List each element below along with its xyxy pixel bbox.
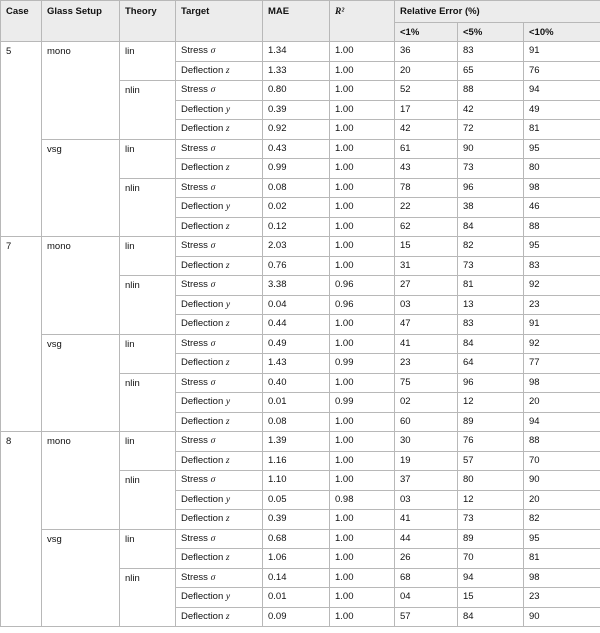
cell-r2: 1.00: [330, 568, 395, 588]
cell-lt5: 96: [458, 178, 524, 198]
table-row: [1, 529, 600, 549]
cell-lt5: 88: [458, 81, 524, 101]
cell-target: [176, 178, 263, 198]
cell-mae: 0.43: [263, 139, 330, 159]
cell-lt5: 84: [458, 607, 524, 627]
cell-lt10: 88: [524, 217, 600, 237]
cell-lt1: 30: [395, 432, 458, 452]
target-label: Stress: [181, 435, 208, 446]
target-label: Stress: [181, 181, 208, 193]
cell-lt10: 95: [524, 139, 600, 159]
cell-theory: nlin: [120, 568, 176, 627]
table-row: [1, 42, 600, 62]
cell-mae: 0.76: [263, 256, 330, 276]
cell-lt1: 03: [395, 490, 458, 510]
cell-mae: 0.08: [263, 412, 330, 432]
cell-r2: 1.00: [330, 217, 395, 237]
cell-lt10: 94: [524, 412, 600, 432]
cell-lt10: 90: [524, 471, 600, 491]
cell-target: [176, 139, 263, 159]
cell-theory: nlin: [120, 471, 176, 530]
header-lt5: <5%: [458, 23, 524, 42]
cell-lt5: 82: [458, 237, 524, 257]
cell-lt10: 95: [524, 529, 600, 549]
cell-lt5: 76: [458, 432, 524, 452]
cell-lt5: 89: [458, 529, 524, 549]
cell-target: [176, 373, 263, 393]
cell-lt10: 76: [524, 61, 600, 81]
header-glass-setup: Glass Setup: [42, 1, 120, 42]
cell-lt1: 15: [395, 237, 458, 257]
cell-mae: 1.16: [263, 451, 330, 471]
table-body: [1, 42, 600, 627]
cell-lt1: 52: [395, 81, 458, 101]
cell-lt5: 64: [458, 354, 524, 374]
cell-lt5: 89: [458, 412, 524, 432]
cell-lt5: 73: [458, 256, 524, 276]
target-label: Deflection: [181, 493, 224, 505]
header-row: [1, 1, 600, 23]
cell-lt1: 43: [395, 159, 458, 179]
cell-mae: 0.68: [263, 529, 330, 549]
cell-target: [176, 471, 263, 491]
cell-lt10: 23: [524, 588, 600, 608]
cell-lt5: 73: [458, 510, 524, 530]
cell-target: [176, 432, 263, 452]
target-symbol: y: [225, 299, 231, 310]
cell-glass-setup: mono: [42, 237, 120, 335]
cell-theory: lin: [120, 334, 176, 373]
cell-mae: 1.43: [263, 354, 330, 374]
target-symbol: z: [225, 319, 230, 329]
cell-target: [176, 159, 263, 179]
cell-theory: lin: [120, 432, 176, 471]
cell-lt1: 31: [395, 256, 458, 276]
target-symbol: z: [225, 553, 230, 563]
cell-lt1: 20: [395, 61, 458, 81]
cell-target: [176, 393, 263, 413]
target-symbol: z: [225, 163, 230, 173]
cell-target: [176, 412, 263, 432]
target-label: Deflection: [181, 591, 224, 602]
target-symbol: y: [225, 202, 231, 212]
cell-case: 7: [1, 237, 42, 432]
cell-lt10: 92: [524, 276, 600, 296]
cell-mae: 0.08: [263, 178, 330, 198]
cell-r2: 1.00: [330, 607, 395, 627]
cell-lt10: 83: [524, 256, 600, 276]
cell-theory: lin: [120, 42, 176, 81]
target-label: Deflection: [181, 318, 224, 329]
cell-lt5: 94: [458, 568, 524, 588]
cell-target: [176, 237, 263, 257]
target-symbol: σ: [210, 143, 216, 154]
cell-mae: 0.80: [263, 81, 330, 101]
target-label: Stress: [181, 532, 208, 544]
cell-lt1: 36: [395, 42, 458, 62]
target-symbol: σ: [210, 182, 216, 193]
cell-lt10: 82: [524, 510, 600, 530]
cell-lt1: 78: [395, 178, 458, 198]
cell-r2: 1.00: [330, 198, 395, 218]
target-label: Deflection: [181, 123, 224, 134]
cell-mae: 0.92: [263, 120, 330, 140]
cell-theory: lin: [120, 529, 176, 568]
cell-target: [176, 217, 263, 237]
cell-lt1: 42: [395, 120, 458, 140]
cell-mae: 0.40: [263, 373, 330, 393]
target-label: Deflection: [181, 415, 224, 427]
cell-lt10: 81: [524, 120, 600, 140]
cell-mae: 0.05: [263, 490, 330, 510]
cell-case: 8: [1, 432, 42, 627]
cell-lt1: 41: [395, 510, 458, 530]
table-row: [1, 334, 600, 354]
cell-lt10: 46: [524, 198, 600, 218]
target-symbol: y: [225, 494, 231, 505]
cell-lt10: 98: [524, 568, 600, 588]
cell-r2: 1.00: [330, 120, 395, 140]
cell-r2: 1.00: [330, 412, 395, 432]
target-symbol: z: [225, 514, 230, 524]
cell-target: [176, 295, 263, 315]
cell-target: [176, 256, 263, 276]
target-label: Deflection: [181, 201, 224, 212]
target-symbol: z: [225, 416, 230, 427]
cell-lt5: 70: [458, 549, 524, 569]
cell-mae: 0.44: [263, 315, 330, 335]
target-symbol: y: [225, 397, 231, 407]
target-symbol: y: [225, 104, 231, 115]
target-label: Stress: [181, 571, 208, 583]
cell-target: [176, 81, 263, 101]
target-label: Stress: [181, 240, 208, 251]
cell-mae: 2.03: [263, 237, 330, 257]
cell-target: [176, 100, 263, 120]
cell-target: [176, 198, 263, 218]
cell-mae: 0.39: [263, 100, 330, 120]
cell-lt5: 83: [458, 315, 524, 335]
cell-theory: nlin: [120, 81, 176, 140]
target-label: Deflection: [181, 513, 224, 524]
table-row: [1, 432, 600, 452]
header-theory: Theory: [120, 1, 176, 42]
header-r2: R²: [330, 1, 395, 42]
cell-lt5: 38: [458, 198, 524, 218]
cell-theory: lin: [120, 237, 176, 276]
target-label: Stress: [181, 337, 208, 349]
target-symbol: z: [225, 260, 230, 271]
cell-mae: 1.10: [263, 471, 330, 491]
target-label: Stress: [181, 142, 208, 154]
target-label: Deflection: [181, 220, 224, 232]
cell-lt10: 77: [524, 354, 600, 374]
cell-target: [176, 529, 263, 549]
cell-target: [176, 276, 263, 296]
cell-r2: 1.00: [330, 42, 395, 62]
cell-lt10: 81: [524, 549, 600, 569]
cell-mae: 0.49: [263, 334, 330, 354]
cell-r2: 1.00: [330, 61, 395, 81]
target-symbol: σ: [210, 241, 216, 251]
cell-glass-setup: vsg: [42, 529, 120, 627]
cell-r2: 1.00: [330, 373, 395, 393]
cell-mae: 3.38: [263, 276, 330, 296]
cell-lt1: 75: [395, 373, 458, 393]
header-relative-error: Relative Error (%): [395, 1, 600, 23]
target-symbol: σ: [210, 85, 216, 95]
header-case: Case: [1, 1, 42, 42]
target-label: Deflection: [181, 103, 224, 115]
cell-r2: 1.00: [330, 139, 395, 159]
cell-lt10: 90: [524, 607, 600, 627]
target-label: Stress: [181, 376, 208, 388]
cell-target: [176, 607, 263, 627]
cell-lt1: 61: [395, 139, 458, 159]
target-symbol: σ: [210, 280, 216, 290]
cell-theory: nlin: [120, 178, 176, 237]
cell-lt10: 91: [524, 315, 600, 335]
cell-target: [176, 451, 263, 471]
target-label: Deflection: [181, 454, 224, 466]
header-target: Target: [176, 1, 263, 42]
header-lt10: <10%: [524, 23, 600, 42]
table-row: [1, 139, 600, 159]
target-symbol: σ: [210, 533, 216, 544]
cell-lt10: 88: [524, 432, 600, 452]
cell-lt10: 49: [524, 100, 600, 120]
target-label: Deflection: [181, 64, 224, 76]
cell-lt1: 57: [395, 607, 458, 627]
cell-mae: 1.33: [263, 61, 330, 81]
cell-lt1: 03: [395, 295, 458, 315]
cell-r2: 1.00: [330, 451, 395, 471]
cell-target: [176, 354, 263, 374]
cell-glass-setup: mono: [42, 432, 120, 530]
cell-mae: 0.09: [263, 607, 330, 627]
cell-target: [176, 42, 263, 62]
cell-r2: 1.00: [330, 510, 395, 530]
cell-case: 5: [1, 42, 42, 237]
target-symbol: z: [225, 358, 230, 368]
cell-lt5: 15: [458, 588, 524, 608]
cell-glass-setup: vsg: [42, 139, 120, 237]
cell-lt5: 84: [458, 334, 524, 354]
cell-target: [176, 120, 263, 140]
cell-lt1: 23: [395, 354, 458, 374]
cell-target: [176, 315, 263, 335]
cell-lt1: 44: [395, 529, 458, 549]
cell-r2: 1.00: [330, 315, 395, 335]
cell-theory: lin: [120, 139, 176, 178]
cell-lt1: 26: [395, 549, 458, 569]
cell-mae: 0.01: [263, 588, 330, 608]
cell-lt5: 57: [458, 451, 524, 471]
cell-lt5: 12: [458, 490, 524, 510]
target-label: Deflection: [181, 552, 224, 563]
cell-target: [176, 61, 263, 81]
cell-lt1: 62: [395, 217, 458, 237]
cell-lt10: 23: [524, 295, 600, 315]
cell-lt10: 94: [524, 81, 600, 101]
cell-r2: 1.00: [330, 334, 395, 354]
cell-lt10: 80: [524, 159, 600, 179]
cell-mae: 0.02: [263, 198, 330, 218]
cell-lt1: 17: [395, 100, 458, 120]
cell-lt5: 90: [458, 139, 524, 159]
target-symbol: z: [225, 455, 230, 466]
cell-r2: 1.00: [330, 432, 395, 452]
cell-mae: 0.14: [263, 568, 330, 588]
target-label: Deflection: [181, 162, 224, 173]
cell-target: [176, 588, 263, 608]
target-label: Deflection: [181, 610, 224, 622]
cell-lt5: 84: [458, 217, 524, 237]
cell-lt5: 13: [458, 295, 524, 315]
cell-mae: 0.99: [263, 159, 330, 179]
cell-lt5: 83: [458, 42, 524, 62]
cell-lt10: 98: [524, 178, 600, 198]
cell-lt5: 96: [458, 373, 524, 393]
cell-lt1: 68: [395, 568, 458, 588]
cell-mae: 1.39: [263, 432, 330, 452]
cell-lt1: 22: [395, 198, 458, 218]
cell-r2: 1.00: [330, 256, 395, 276]
target-symbol: y: [225, 592, 231, 602]
cell-r2: 0.96: [330, 276, 395, 296]
cell-mae: 0.01: [263, 393, 330, 413]
target-label: Deflection: [181, 396, 224, 407]
target-symbol: σ: [210, 338, 216, 349]
cell-r2: 0.99: [330, 354, 395, 374]
cell-r2: 1.00: [330, 100, 395, 120]
target-label: Stress: [181, 84, 208, 95]
cell-target: [176, 549, 263, 569]
cell-mae: 0.39: [263, 510, 330, 530]
target-symbol: z: [225, 124, 230, 134]
cell-lt10: 92: [524, 334, 600, 354]
cell-lt10: 95: [524, 237, 600, 257]
cell-lt1: 37: [395, 471, 458, 491]
target-symbol: σ: [210, 436, 216, 446]
cell-mae: 1.34: [263, 42, 330, 62]
cell-target: [176, 568, 263, 588]
cell-lt5: 80: [458, 471, 524, 491]
cell-lt10: 91: [524, 42, 600, 62]
cell-mae: 0.04: [263, 295, 330, 315]
cell-r2: 1.00: [330, 588, 395, 608]
table-row: [1, 237, 600, 257]
target-symbol: z: [225, 65, 230, 76]
cell-r2: 1.00: [330, 237, 395, 257]
cell-lt1: 27: [395, 276, 458, 296]
cell-r2: 1.00: [330, 549, 395, 569]
target-symbol: z: [225, 221, 230, 232]
cell-lt5: 42: [458, 100, 524, 120]
cell-target: [176, 490, 263, 510]
cell-mae: 1.06: [263, 549, 330, 569]
cell-r2: 1.00: [330, 159, 395, 179]
target-label: Stress: [181, 279, 208, 290]
cell-glass-setup: mono: [42, 42, 120, 140]
cell-r2: 1.00: [330, 178, 395, 198]
target-symbol: σ: [210, 46, 216, 56]
cell-theory: nlin: [120, 276, 176, 335]
cell-r2: 1.00: [330, 529, 395, 549]
target-label: Deflection: [181, 298, 224, 310]
cell-r2: 0.96: [330, 295, 395, 315]
target-symbol: σ: [210, 475, 216, 485]
cell-lt1: 19: [395, 451, 458, 471]
cell-lt1: 02: [395, 393, 458, 413]
cell-r2: 1.00: [330, 81, 395, 101]
cell-lt1: 04: [395, 588, 458, 608]
cell-lt5: 81: [458, 276, 524, 296]
target-symbol: σ: [210, 377, 216, 388]
cell-r2: 1.00: [330, 471, 395, 491]
cell-lt1: 41: [395, 334, 458, 354]
cell-mae: 0.12: [263, 217, 330, 237]
target-symbol: σ: [210, 572, 216, 583]
cell-lt1: 47: [395, 315, 458, 335]
cell-r2: 0.98: [330, 490, 395, 510]
target-symbol: z: [225, 611, 230, 622]
cell-target: [176, 334, 263, 354]
cell-lt10: 20: [524, 490, 600, 510]
cell-r2: 0.99: [330, 393, 395, 413]
cell-lt5: 72: [458, 120, 524, 140]
cell-lt5: 65: [458, 61, 524, 81]
header-lt1: <1%: [395, 23, 458, 42]
cell-lt10: 98: [524, 373, 600, 393]
cell-glass-setup: vsg: [42, 334, 120, 432]
target-label: Deflection: [181, 357, 224, 368]
cell-lt5: 73: [458, 159, 524, 179]
target-label: Stress: [181, 45, 208, 56]
cell-lt10: 20: [524, 393, 600, 413]
header-mae: MAE: [263, 1, 330, 42]
target-label: Stress: [181, 474, 208, 485]
cell-lt5: 12: [458, 393, 524, 413]
cell-lt1: 60: [395, 412, 458, 432]
cell-lt10: 70: [524, 451, 600, 471]
cell-theory: nlin: [120, 373, 176, 432]
cell-target: [176, 510, 263, 530]
target-label: Deflection: [181, 259, 224, 271]
